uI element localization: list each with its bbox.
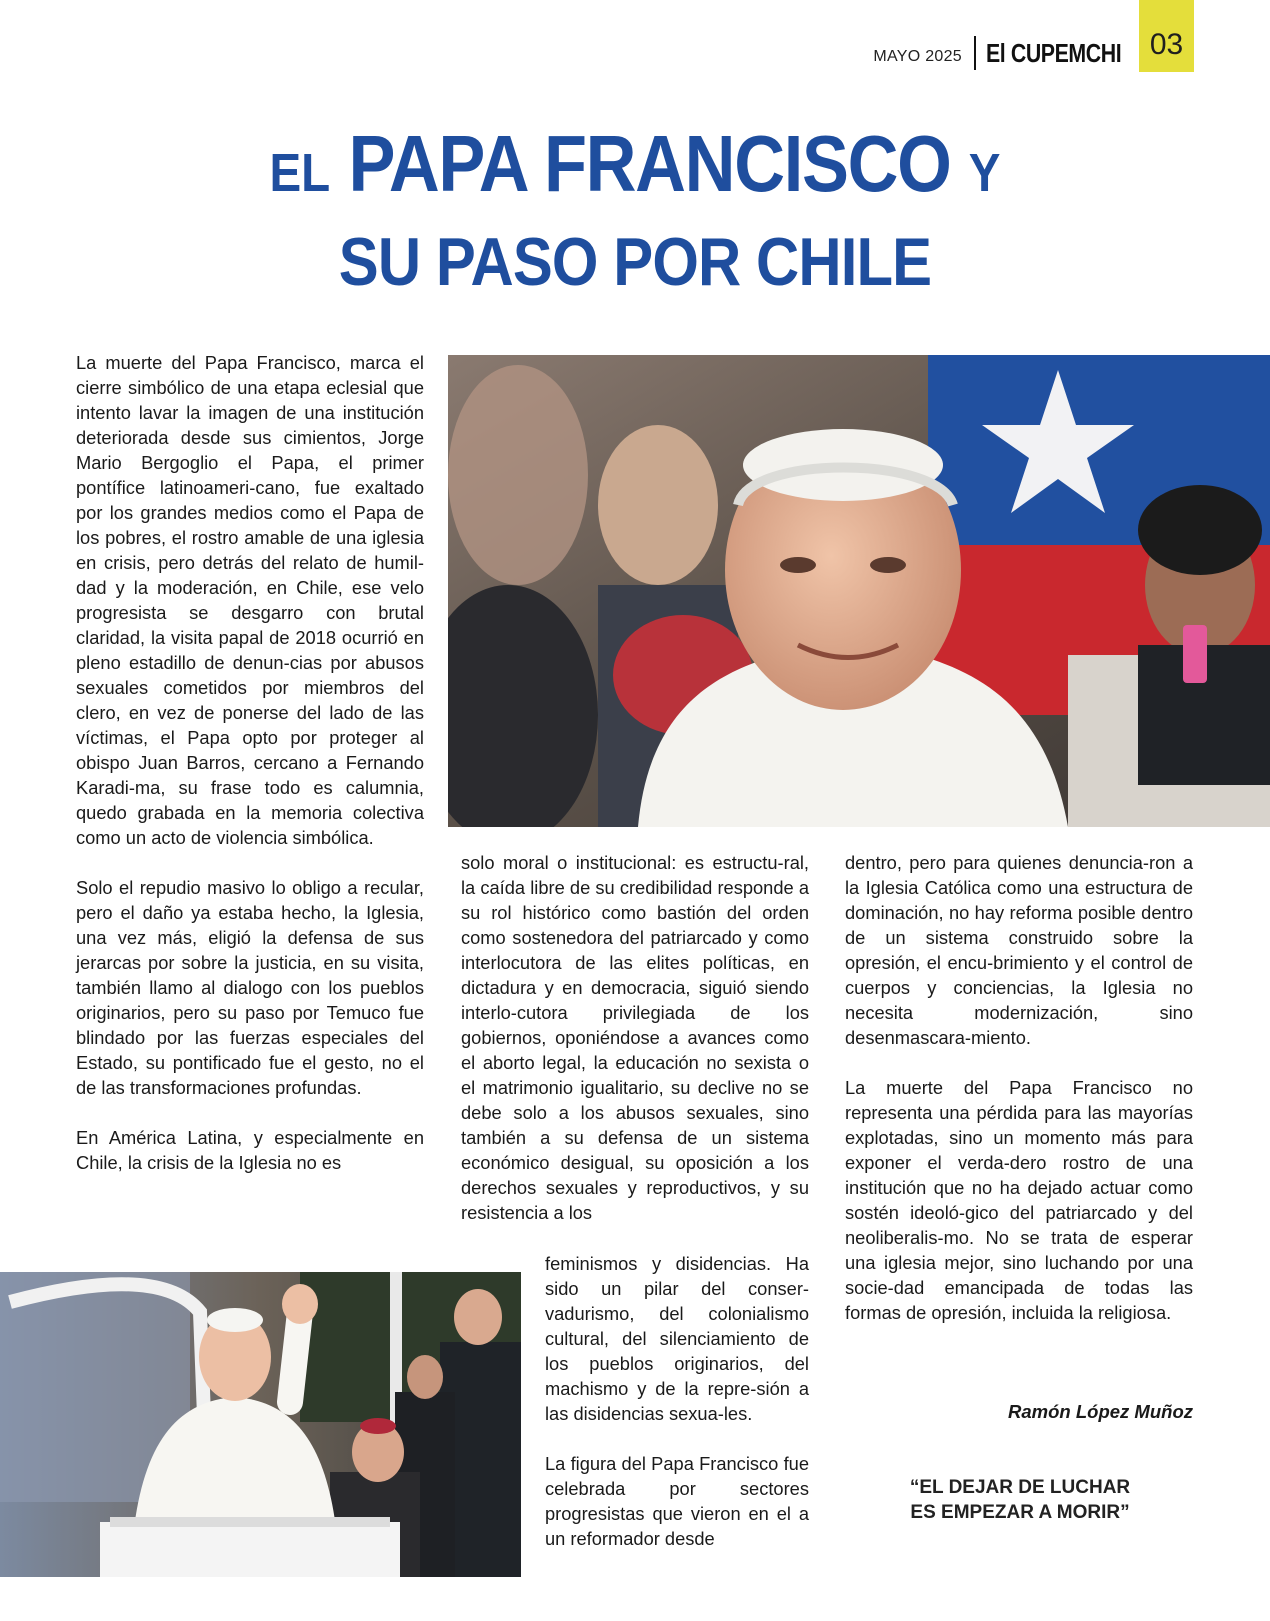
issue-date: MAYO 2025	[873, 48, 962, 65]
title-line-2: SU PASO POR CHILE	[338, 224, 932, 300]
title-prefix: EL	[269, 143, 331, 203]
pope-portrait-illustration	[448, 355, 1270, 827]
article-column-2	[461, 850, 809, 1225]
paragraph: dentro, pero para quienes denuncia-ron a la Iglesia Católica como una estructura de dominación, no hay reforma posible dentro de un sistema construido sobre la opresión, el encu-brimiento y el control de cuerpos y conciencias, la Iglesia no necesita modernización, sino desenmascara-miento.	[845, 852, 1193, 1048]
paragraph: Solo el repudio masivo lo obligo a recular, pero el daño ya estaba hecho, la Iglesia, una vez más, eligió la defensa de sus jerarcas por sobre la justicia, en su visita, también llamo al dialogo con los pueblos originarios, pero su paso por Temuco fue blindado por las fuerzas especiales del Estado, su pontificado fue el gesto, no el de las transformaciones profundas.	[76, 877, 424, 1098]
quote-line-2: ES EMPEZAR A MORIR”	[910, 1502, 1130, 1523]
paragraph: La figura del Papa Francisco fue celebrada por sectores progresistas que vieron en el a un reformador desde	[545, 1453, 809, 1549]
title-suffix: Y	[968, 143, 1001, 203]
popemobile-illustration	[0, 1272, 521, 1577]
paragraph: solo moral o institucional: es estructu-ral, la caída libre de su credibilidad responde a su rol histórico como bastión del orden como sostenedora del patriarcado y como interlocutora de las elites políticas, en dictadura y en democracia, siguió siendo interlo-cutora privilegiada de los gobiernos, oponiéndose a avances como el aborto legal, la educación no sexista o el matrimonio igualitario, su declive no se debe solo a los abusos sexuales, sino también a su defensa de un sistema económico desigual, su oposición a los derechos sexuales y reproductivos, y su resistencia a los	[461, 852, 809, 1223]
article-column-1	[76, 350, 424, 1175]
paragraph: En América Latina, y especialmente en Chile, la crisis de la Iglesia no es	[76, 1127, 424, 1173]
paragraph: La muerte del Papa Francisco, marca el cierre simbólico de una etapa eclesial que intento lavar la imagen de una institución deteriorada desde sus cimientos, Jorge Mario Bergoglio el Papa, el primer pontífice latinoameri-cano, fue exaltado por los grandes medios como el Papa de los pobres, el rostro amable de una iglesia en crisis, pero detrás del relato de humil-dad y la moderación, en Chile, ese velo progresista se desgarro con brutal claridad, la visita papal de 2018 ocurrió en pleno estadillo de denun-cias por abusos sexuales cometidos por miembros del clero, en vez de ponerse del lado de las víctimas, el Papa opto por proteger al obispo Juan Barros, cercano a Fernando Karadi-ma, su frase todo es calumnia, quedo grabada en la memoria colectiva como un acto de violencia simbólica.	[76, 352, 424, 848]
article-title	[76, 118, 1194, 305]
title-line-1	[76, 118, 1194, 219]
paragraph: feminismos y disidencias. Ha sido un pilar del conser-vadurismo, del colonialismo cultural, del silenciamiento de los pueblos originarios, del machismo y de la repre-sión a las disidencias sexua-les.	[545, 1253, 809, 1424]
article-column-3	[845, 850, 1193, 1325]
header-divider	[974, 36, 976, 70]
quote-line-1: “EL DEJAR DE LUCHAR	[909, 1477, 1131, 1498]
popemobile-photo	[0, 1272, 521, 1577]
closing-quote	[900, 1475, 1140, 1525]
paragraph: La muerte del Papa Francisco no representa una pérdida para las mayorías explotadas, sino un momento más para exponer el verda-dero rostro de una institución que no ha dejado actuar como sostén ideoló-gico del patriarcado y del neoliberalis-mo. No se trata de esperar una iglesia mejor, sino luchando por una socie-dad emancipada de todas las formas de opresión, incluida la religiosa.	[845, 1077, 1193, 1323]
article-column-2-continued	[545, 1251, 809, 1551]
page-number: 03	[1149, 28, 1184, 61]
page-number-badge	[1139, 0, 1194, 72]
publication-name: El CUPEMCHI	[986, 38, 1122, 68]
pope-portrait-photo	[448, 355, 1270, 827]
title-main: PAPA FRANCISCO	[348, 119, 951, 208]
article-author: Ramón López Muñoz	[1008, 1401, 1193, 1422]
